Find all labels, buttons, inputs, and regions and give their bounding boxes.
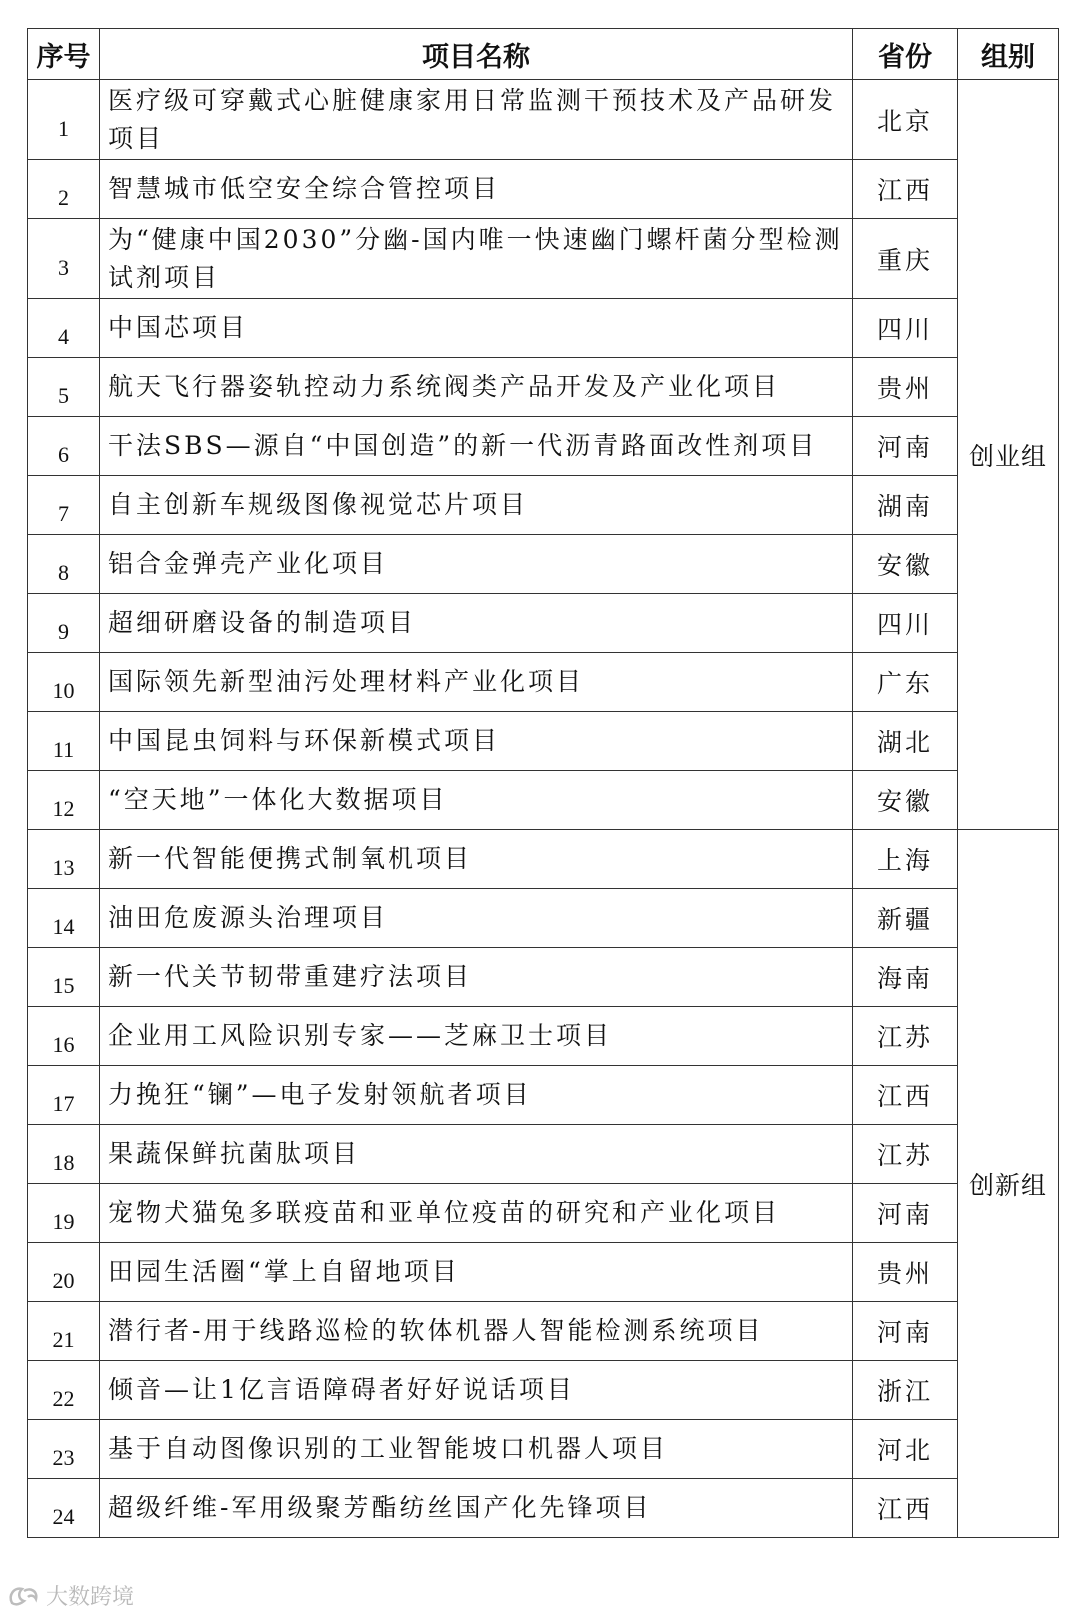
- table-row: [28, 1479, 1059, 1538]
- row-province: 上海: [853, 830, 958, 889]
- logo-icon: [6, 1583, 42, 1609]
- table-row: [28, 1125, 1059, 1184]
- row-project-name: 宠物犬猫兔多联疫苗和亚单位疫苗的研究和产业化项目: [100, 1184, 853, 1243]
- row-province: 海南: [853, 948, 958, 1007]
- table-row: [28, 299, 1059, 358]
- row-no: 1: [28, 80, 100, 160]
- row-province: 河南: [853, 1302, 958, 1361]
- table-row: [28, 594, 1059, 653]
- row-no: 3: [28, 219, 100, 299]
- table-row: [28, 1243, 1059, 1302]
- row-project-name: 油田危废源头治理项目: [100, 889, 853, 948]
- row-province: 新疆: [853, 889, 958, 948]
- row-no: 6: [28, 417, 100, 476]
- row-no: 21: [28, 1302, 100, 1361]
- table-row: [28, 771, 1059, 830]
- row-project-name: 企业用工风险识别专家——芝麻卫士项目: [100, 1007, 853, 1066]
- header-group: 组别: [958, 29, 1059, 80]
- watermark: [6, 1580, 134, 1611]
- table-row: [28, 1302, 1059, 1361]
- table-header-row: [28, 29, 1059, 80]
- row-project-name: 为“健康中国2030”分幽-国内唯一快速幽门螺杆菌分型检测试剂项目: [100, 219, 853, 299]
- row-province: 湖北: [853, 712, 958, 771]
- table-row: [28, 889, 1059, 948]
- row-no: 9: [28, 594, 100, 653]
- table-row: [28, 417, 1059, 476]
- row-project-name: 医疗级可穿戴式心脏健康家用日常监测干预技术及产品研发项目: [100, 80, 853, 160]
- header-province: 省份: [853, 29, 958, 80]
- row-no: 22: [28, 1361, 100, 1420]
- row-project-name: 中国昆虫饲料与环保新模式项目: [100, 712, 853, 771]
- row-province: 广东: [853, 653, 958, 712]
- row-project-name: 田园生活圈“掌上自留地项目: [100, 1243, 853, 1302]
- table-row: [28, 1420, 1059, 1479]
- row-no: 14: [28, 889, 100, 948]
- row-no: 11: [28, 712, 100, 771]
- row-project-name: 果蔬保鲜抗菌肽项目: [100, 1125, 853, 1184]
- table-row: [28, 830, 1059, 889]
- row-project-name: 新一代智能便携式制氧机项目: [100, 830, 853, 889]
- row-project-name: 超级纤维-军用级聚芳酯纺丝国产化先锋项目: [100, 1479, 853, 1538]
- table-row: [28, 219, 1059, 299]
- row-no: 23: [28, 1420, 100, 1479]
- group-innovation: 创新组: [958, 830, 1059, 1538]
- row-no: 17: [28, 1066, 100, 1125]
- row-no: 10: [28, 653, 100, 712]
- row-no: 5: [28, 358, 100, 417]
- table-row: [28, 653, 1059, 712]
- row-no: 19: [28, 1184, 100, 1243]
- row-province: 江西: [853, 1066, 958, 1125]
- project-table: [27, 28, 1059, 1538]
- row-province: 贵州: [853, 1243, 958, 1302]
- table-row: [28, 160, 1059, 219]
- table-row: [28, 948, 1059, 1007]
- table-row: [28, 358, 1059, 417]
- table-row: [28, 712, 1059, 771]
- row-province: 安徽: [853, 771, 958, 830]
- table-row: [28, 1361, 1059, 1420]
- header-name: 项目名称: [100, 29, 853, 80]
- group-startup: 创业组: [958, 80, 1059, 830]
- row-province: 江苏: [853, 1125, 958, 1184]
- row-no: 15: [28, 948, 100, 1007]
- row-province: 江苏: [853, 1007, 958, 1066]
- header-no: 序号: [28, 29, 100, 80]
- row-project-name: 国际领先新型油污处理材料产业化项目: [100, 653, 853, 712]
- row-province: 北京: [853, 80, 958, 160]
- table-row: [28, 476, 1059, 535]
- row-project-name: 中国芯项目: [100, 299, 853, 358]
- row-project-name: 新一代关节韧带重建疗法项目: [100, 948, 853, 1007]
- row-no: 7: [28, 476, 100, 535]
- table-row: [28, 1066, 1059, 1125]
- row-project-name: 倾音—让1亿言语障碍者好好说话项目: [100, 1361, 853, 1420]
- row-province: 四川: [853, 594, 958, 653]
- row-province: 河南: [853, 1184, 958, 1243]
- row-no: 18: [28, 1125, 100, 1184]
- row-project-name: 自主创新车规级图像视觉芯片项目: [100, 476, 853, 535]
- row-project-name: 基于自动图像识别的工业智能坡口机器人项目: [100, 1420, 853, 1479]
- row-province: 江西: [853, 1479, 958, 1538]
- table-row: [28, 1007, 1059, 1066]
- row-province: 贵州: [853, 358, 958, 417]
- row-project-name: 潜行者-用于线路巡检的软体机器人智能检测系统项目: [100, 1302, 853, 1361]
- row-province: 河南: [853, 417, 958, 476]
- row-no: 12: [28, 771, 100, 830]
- row-no: 8: [28, 535, 100, 594]
- row-province: 江西: [853, 160, 958, 219]
- row-no: 20: [28, 1243, 100, 1302]
- row-no: 2: [28, 160, 100, 219]
- row-project-name: 力挽狂“镧”—电子发射领航者项目: [100, 1066, 853, 1125]
- row-province: 浙江: [853, 1361, 958, 1420]
- row-province: 湖南: [853, 476, 958, 535]
- row-project-name: 超细研磨设备的制造项目: [100, 594, 853, 653]
- table-row: [28, 1184, 1059, 1243]
- row-project-name: 干法SBS—源自“中国创造”的新一代沥青路面改性剂项目: [100, 417, 853, 476]
- table-row: [28, 80, 1059, 160]
- row-project-name: 航天飞行器姿轨控动力系统阀类产品开发及产业化项目: [100, 358, 853, 417]
- row-province: 四川: [853, 299, 958, 358]
- row-no: 24: [28, 1479, 100, 1538]
- row-project-name: 智慧城市低空安全综合管控项目: [100, 160, 853, 219]
- table-row: [28, 535, 1059, 594]
- row-no: 4: [28, 299, 100, 358]
- row-no: 13: [28, 830, 100, 889]
- watermark-text: 大数跨境: [46, 1585, 135, 1610]
- row-province: 安徽: [853, 535, 958, 594]
- row-province: 河北: [853, 1420, 958, 1479]
- row-project-name: 铝合金弹壳产业化项目: [100, 535, 853, 594]
- row-no: 16: [28, 1007, 100, 1066]
- row-project-name: “空天地”一体化大数据项目: [100, 771, 853, 830]
- row-province: 重庆: [853, 219, 958, 299]
